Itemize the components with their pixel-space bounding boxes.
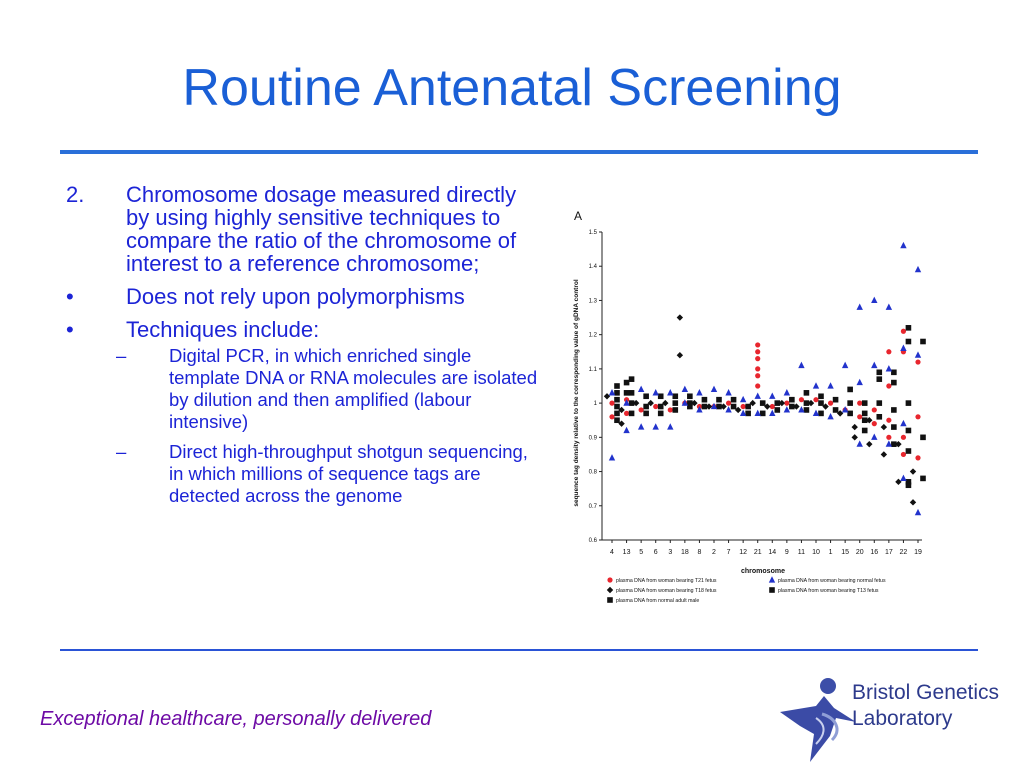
data-point [915,266,921,272]
list-item-text: Direct high-throughput shotgun sequencing, in which millions of sequence tags are detected across the genome [169,441,528,506]
x-tick-label: 16 [870,549,879,556]
data-point [658,404,664,410]
data-point [755,392,761,398]
data-point [828,401,833,406]
footer-divider [60,649,978,651]
data-point [886,349,891,354]
y-tick-label: 0.8 [588,469,597,476]
data-point [886,303,892,309]
data-point [614,383,620,389]
data-point [755,373,760,378]
data-point [624,411,629,416]
data-point [915,351,921,357]
data-point [755,366,760,371]
bullet-marker: • [66,317,74,342]
data-point [876,370,882,376]
data-point [623,427,629,433]
x-tick-label: 17 [884,549,893,556]
data-point [653,404,658,409]
data-point [881,424,887,430]
data-point [857,379,863,385]
title-divider [60,150,978,154]
legend-marker [769,587,775,593]
data-point [667,423,673,429]
data-point [687,393,693,399]
data-point [886,365,892,371]
data-point [906,482,912,488]
data-point [866,441,872,447]
data-point [915,455,920,460]
data-point [609,401,614,406]
list-item-numbered [60,183,540,275]
data-point [638,423,644,429]
x-tick-label: 11 [797,549,806,556]
dash-marker: – [116,345,127,366]
data-point [804,407,810,413]
data-point [872,407,877,412]
data-point [643,393,649,399]
legend-label: plasma DNA from woman bearing T13 fetus [778,588,879,594]
data-point [711,386,717,392]
y-tick-label: 0.7 [588,503,597,510]
data-point [614,397,620,403]
data-point [784,389,790,395]
x-tick-label: 18 [680,549,689,556]
data-point [862,417,868,423]
bullet-marker: • [66,284,74,309]
data-point [609,414,614,419]
data-point [740,396,746,402]
data-point [614,390,620,396]
footer-slogan: Exceptional healthcare, personally delivered [40,708,432,730]
data-point [891,441,897,447]
data-point [677,314,683,320]
list-item-text: Techniques include: [126,317,320,342]
x-tick-label: 12 [739,549,748,556]
data-point [876,400,882,406]
data-point [891,407,897,413]
chart-legend [607,576,886,604]
data-point [760,400,766,406]
x-tick-label: 9 [784,549,789,556]
bullet-list [60,183,540,515]
data-point [910,499,916,505]
data-point [895,479,901,485]
data-point [687,404,693,410]
data-point [871,297,877,303]
data-point [901,435,906,440]
data-point [624,390,630,396]
data-point [755,349,760,354]
data-point [910,468,916,474]
data-point [716,397,722,403]
list-item-bullet [60,285,540,308]
legend-marker [607,577,612,582]
data-point [813,397,818,402]
y-tick-label: 1.1 [588,366,597,373]
data-point [658,411,664,417]
list-subitem [60,441,540,507]
data-point [862,428,868,434]
data-point [827,413,833,419]
data-point [906,448,912,454]
data-point [862,411,868,417]
x-tick-label: 21 [753,549,762,556]
dash-marker: – [116,441,127,462]
scatter-chart [566,208,926,625]
data-point [658,393,664,399]
data-point [731,404,737,410]
legend-marker [769,576,775,582]
data-point [745,404,751,410]
data-point [804,390,810,396]
data-point [609,454,615,460]
y-tick-label: 1.3 [588,298,597,305]
data-point [827,382,833,388]
x-tick-label: 2 [712,549,716,556]
data-point [872,421,877,426]
list-item-text: Does not rely upon polymorphisms [126,284,465,309]
data-point [857,303,863,309]
x-tick-label: 7 [726,549,731,556]
data-point [852,424,858,430]
data-point [847,400,853,406]
data-point [871,362,877,368]
data-point [755,383,760,388]
data-point [818,400,824,406]
data-point [629,390,635,396]
data-point [906,339,912,345]
logo-line-1: Bristol Genetics [852,681,1000,704]
data-point [891,424,897,430]
data-point [900,475,906,481]
chart-axes [589,230,922,556]
data-point [629,376,635,382]
data-point [614,404,620,410]
data-point [804,400,810,406]
x-tick-label: 13 [622,549,631,556]
y-tick-label: 0.6 [588,538,597,544]
data-point [857,401,862,406]
data-point [702,404,708,410]
data-point [667,389,673,395]
x-tick-label: 14 [768,549,777,556]
data-point [799,397,804,402]
data-point [789,397,795,403]
data-point [755,342,760,347]
data-point [769,392,775,398]
data-point [906,400,912,406]
y-tick-label: 1.2 [588,332,597,339]
legend-marker [607,587,613,593]
data-point [774,407,780,413]
data-point [857,414,862,419]
data-point [614,411,620,417]
data-point [702,397,708,403]
data-point [900,345,906,351]
x-tick-label: 5 [639,549,644,556]
legend-marker [607,597,613,603]
data-point [818,393,824,399]
data-point [871,434,877,440]
data-point [629,400,635,406]
data-point [624,380,630,386]
legend-label: plasma DNA from woman bearing T18 fetus [616,588,717,594]
data-point [798,362,804,368]
data-point [906,325,912,331]
data-point [672,407,678,413]
data-point [886,383,891,388]
x-tick-label: 1 [828,549,833,556]
data-point [891,370,897,376]
data-point [639,407,644,412]
data-point [629,411,635,417]
data-point [900,242,906,248]
data-point [847,387,853,393]
data-point [760,411,766,417]
legend-label: plasma DNA from woman bearing T21 fetus [616,578,717,584]
data-point [881,451,887,457]
data-point [643,404,649,410]
data-point [847,411,853,417]
data-point [886,435,891,440]
x-tick-label: 4 [610,549,614,556]
data-points [604,242,926,515]
data-point [755,356,760,361]
y-tick-label: 1.5 [588,230,597,236]
data-point [672,400,678,406]
x-tick-label: 15 [841,549,850,556]
data-point [672,393,678,399]
data-point [774,400,780,406]
data-point [920,339,926,345]
x-tick-label: 20 [855,549,864,556]
x-tick-label: 3 [668,549,673,556]
x-axis-label: chromosome [741,568,785,575]
data-point [833,397,839,403]
data-point [906,428,912,434]
y-tick-label: 1.4 [588,264,597,271]
data-point [741,404,746,409]
data-point [876,376,882,382]
data-point [901,329,906,334]
data-point [614,417,620,423]
data-point [842,362,848,368]
data-point [726,401,731,406]
data-point [915,509,921,515]
legend-label: plasma DNA from normal adult male [616,598,700,604]
data-point [653,423,659,429]
x-tick-label: 6 [653,549,658,556]
data-point [643,411,649,417]
data-point [725,389,731,395]
data-point [668,407,673,412]
y-tick-label: 0.9 [588,435,597,442]
legend-label: plasma DNA from woman bearing normal fetus [778,578,886,584]
data-point [876,414,882,420]
data-point [920,435,926,441]
logo-line-2: Laboratory [852,707,953,730]
data-point [653,389,659,395]
data-point [789,404,795,410]
data-point [891,380,897,386]
logo-text [852,680,999,732]
data-point [886,418,891,423]
data-point [833,407,839,413]
data-point [813,382,819,388]
list-item-text: Chromosome dosage measured directly by using highly sensitive techniques to compare the ratio of the chromosome of interest to a reference chromosome; [126,182,517,276]
y-tick-label: 1 [593,401,597,408]
data-point [682,386,688,392]
data-point [862,400,868,406]
data-point [852,434,858,440]
data-point [745,411,751,417]
data-point [920,476,926,482]
x-tick-label: 19 [914,549,922,556]
data-point [696,389,702,395]
data-point [901,452,906,457]
data-point [915,414,920,419]
data-point [915,359,920,364]
list-item-text: Digital PCR, in which enriched single template DNA or RNA molecules are isolated by dilution and then amplified (labour intensive) [169,345,538,432]
x-tick-label: 8 [697,549,702,556]
data-point [818,411,824,417]
x-tick-label: 22 [899,549,908,556]
data-point [638,386,644,392]
list-marker: 2. [66,182,85,207]
data-point [857,440,863,446]
list-subitem [60,345,540,433]
x-tick-label: 10 [812,549,820,556]
y-axis-label: sequence tag density relative to the corresponding value of gDNA control [573,279,580,507]
data-point [731,397,737,403]
data-point [716,404,722,410]
data-point [604,393,610,399]
data-point [900,420,906,426]
data-point [677,352,683,358]
list-item-bullet [60,318,540,341]
panel-label: A [574,209,583,223]
page-title: Routine Antenatal Screening [182,59,842,117]
